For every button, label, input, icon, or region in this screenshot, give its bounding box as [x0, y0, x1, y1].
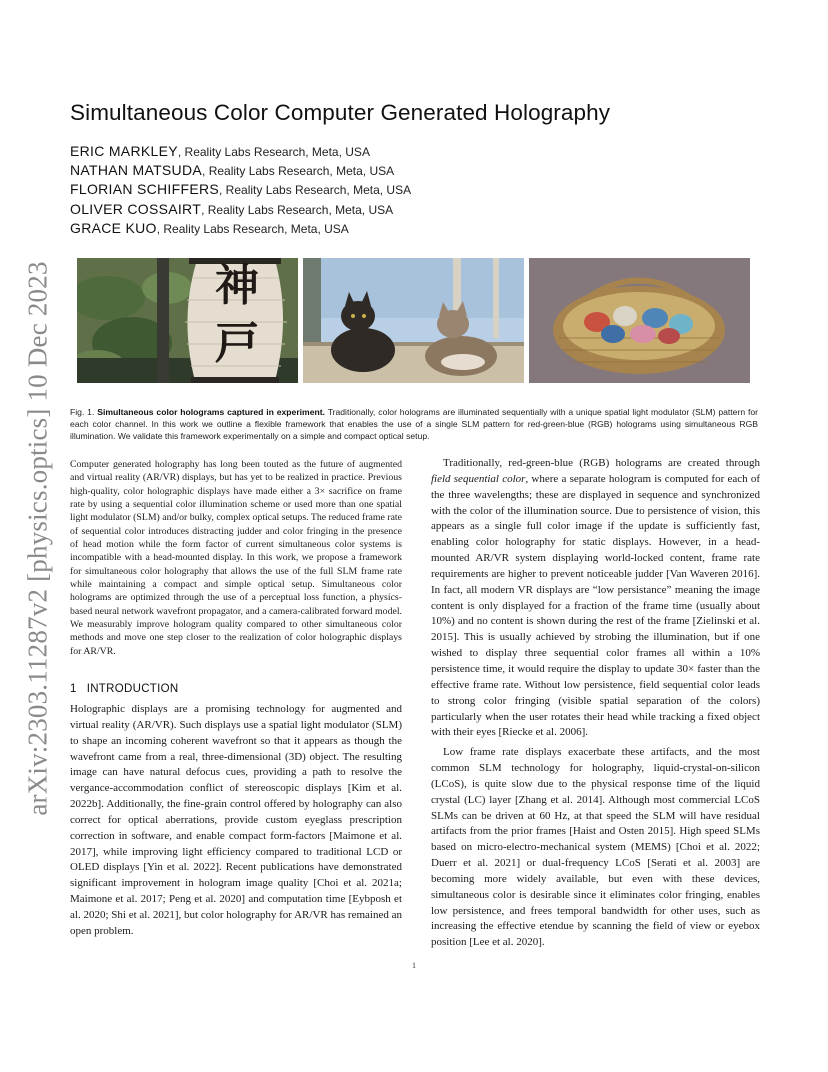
cats-photo — [303, 258, 524, 383]
author-name: FLORIAN SCHIFFERS — [70, 181, 220, 198]
p1-before: Traditionally, red-green-blue (RGB) holograms are created through — [443, 457, 760, 469]
arxiv-stamp-text: arXiv:2303.11287v2 [physics.optics] 10 Dec 2023 — [22, 260, 53, 816]
author-line — [70, 219, 770, 238]
intro-left-paragraph: Holographic displays are a promising technology for augmented and virtual reality (AR/VR). Such displays use a spatial light modulator (SLM) to shape an incoming coherent wavefront so that it appears as though the wavefront came from a real, three-dimensional (3D) object. The resulting image can have natural defocus cues, providing a path to resolve the vergance-accommodation conflict of stereoscopic displays [Kim et al. 2022b]. Additionally, the fine-grain control offered by holography can also correct for optical aberrations, provide custom eyeglass prescription correction in software, and enable compact form-factors [Maimone et al. 2017], while improving light efficiency compared to traditional LCD or OLED displays [Yin et al. 2022]. Recent publications have demonstrated significant improvement in hologram image quality [Choi et al. 2021a; Maimone et al. 2017; Peng et al. 2020] and computation time [Eybposh et al. 2020; Shi et al. 2021], but color holography for AR/VR has remained an open problem. — [70, 703, 402, 937]
caption-label: Fig. 1. — [70, 407, 95, 417]
section-title: INTRODUCTION — [86, 683, 179, 695]
author-name: GRACE KUO — [70, 219, 157, 236]
easter-basket-photo — [529, 258, 750, 383]
author-name: ERIC MARKLEY — [70, 143, 178, 159]
figure-1 — [77, 258, 750, 383]
lantern-char-1: 神 — [215, 260, 259, 311]
lantern-char-2: 戸 — [215, 318, 259, 369]
p1-after: , where a separate hologram is computed for each of the three wavelengths; these are displayed in sequence and synchronized with the color of the illumination source. Due to persistence of vision, this appears as a single full color image if the update is sufficiently fast, enabling color holography for static displays. However, in a head-mounted AR/VR system displaying world-locked content, frame rate requirements are higher to prevent noticeable judder [Van Waveren 2016]. In fact, all modern VR displays are “low persistance” meaning the image content is only displayed for a fraction of the frame time (usually about 10%) and no content is shown during the rest of the frame [Zielinski et al. 2015]. This is usually achieved by strobing the illumination, but if one wished to display three sequential color frames all within a 10% persistence time, it would require the display to update 30× faster than the effective frame rate. Without low persistence, field sequential color leads to strong color fringing (visible spatial separation of the colors) particularly when the user rotates their head while tracking a fixed object with their eyes [Riecke et al. 2006]. — [431, 472, 760, 739]
abstract: Computer generated holography has long been touted as the future of augmented and virtual reality (AR/VR) displays, but has yet to be realized in practice. Previous high-quality, color holographic displays have made either a 3× sacrifice on frame rate by using a sequential color illumination scheme or used more than one spatial light modulator (SLM) and/or bulky, complex optical setups. The reduced frame rate of sequential color introduces distracting judder and color fringing in the presence of head motion while the form factor of current simultaneous color systems is incompatible with a head-mounted display. In this work, we propose a framework for simultaneous color holography that allows the use of the full SLM frame rate while maintaining a compact and simple optical setup. Simultaneous color holograms are optimized through the use of a perceptual loss function, a physics-based neural network wavefront propagator, and a camera-calibrated forward model. We measurably improve hologram quality compared to other simultaneous color methods and move one step closer to the realization of color holographic displays for AR/VR. — [70, 459, 402, 657]
author-line — [70, 161, 770, 180]
caption-text: Traditionally, color holograms are illuminated sequentially with a unique spatial light modulator (SLM) pattern for each color channel. In this work we outline a flexible framework that enables the use of a single SLM pattern for red-green-blue (RGB) holograms using simultaneous RGB illumination. We validate this framework experimentally on a simple and compact optical setup. — [70, 407, 758, 441]
author-affiliation: , Reality Labs Research, Meta, USA — [202, 164, 395, 179]
author-line — [70, 180, 770, 199]
author-name: NATHAN MATSUDA — [70, 162, 203, 179]
caption-bold: Simultaneous color holograms captured in experiment. — [97, 407, 325, 417]
paper-title: Simultaneous Color Computer Generated Holography — [70, 100, 611, 125]
section-heading — [70, 683, 402, 695]
author-list — [70, 142, 770, 238]
author-name: OLIVER COSSAIRT — [70, 200, 202, 217]
p1-emphasis: field sequential color — [431, 472, 526, 485]
intro-right-paragraph-1 — [431, 456, 760, 741]
author-affiliation: , Reality Labs Research, Meta, USA — [156, 221, 349, 236]
page-number: 1 — [412, 961, 416, 970]
author-line — [70, 200, 770, 219]
lantern-photo — [77, 258, 298, 383]
figure-caption — [70, 406, 758, 442]
author-affiliation: , Reality Labs Research, Meta, USA — [177, 145, 370, 159]
arxiv-stamp — [18, 258, 58, 818]
author-line — [70, 142, 770, 161]
right-column — [431, 456, 760, 951]
author-affiliation: , Reality Labs Research, Meta, USA — [201, 202, 394, 217]
intro-right-paragraph-2: Low frame rate displays exacerbate these artifacts, and the most common SLM technology for holography, liquid-crystal-on-silicon (LCoS), is quite slow due to the physical response time of the liquid crystal (LC) layer [Zhang et al. 2014]. Although most commercial LCoS SLMs can be driven at 60 Hz, at that speed the SLM will have residual artifacts from the prior frames [Haist and Osten 2015]. High speed SLMs based on micro-electro-mechanical system (MEMS) [Choi et al. 2022; Duerr et al. 2021] or dual-frequency LCoS [Serati et al. 2003] are becoming more widely available, but even with these devices, simultaneous color is desirable since it eliminates color fringing, enables low persistence, and frees temporal bandwidth for other uses, such as increasing the effective etendue by scanning the field of view or eyebox position [Lee et al. 2020]. — [431, 746, 760, 949]
author-affiliation: , Reality Labs Research, Meta, USA — [219, 183, 412, 198]
section-number: 1 — [70, 683, 77, 695]
